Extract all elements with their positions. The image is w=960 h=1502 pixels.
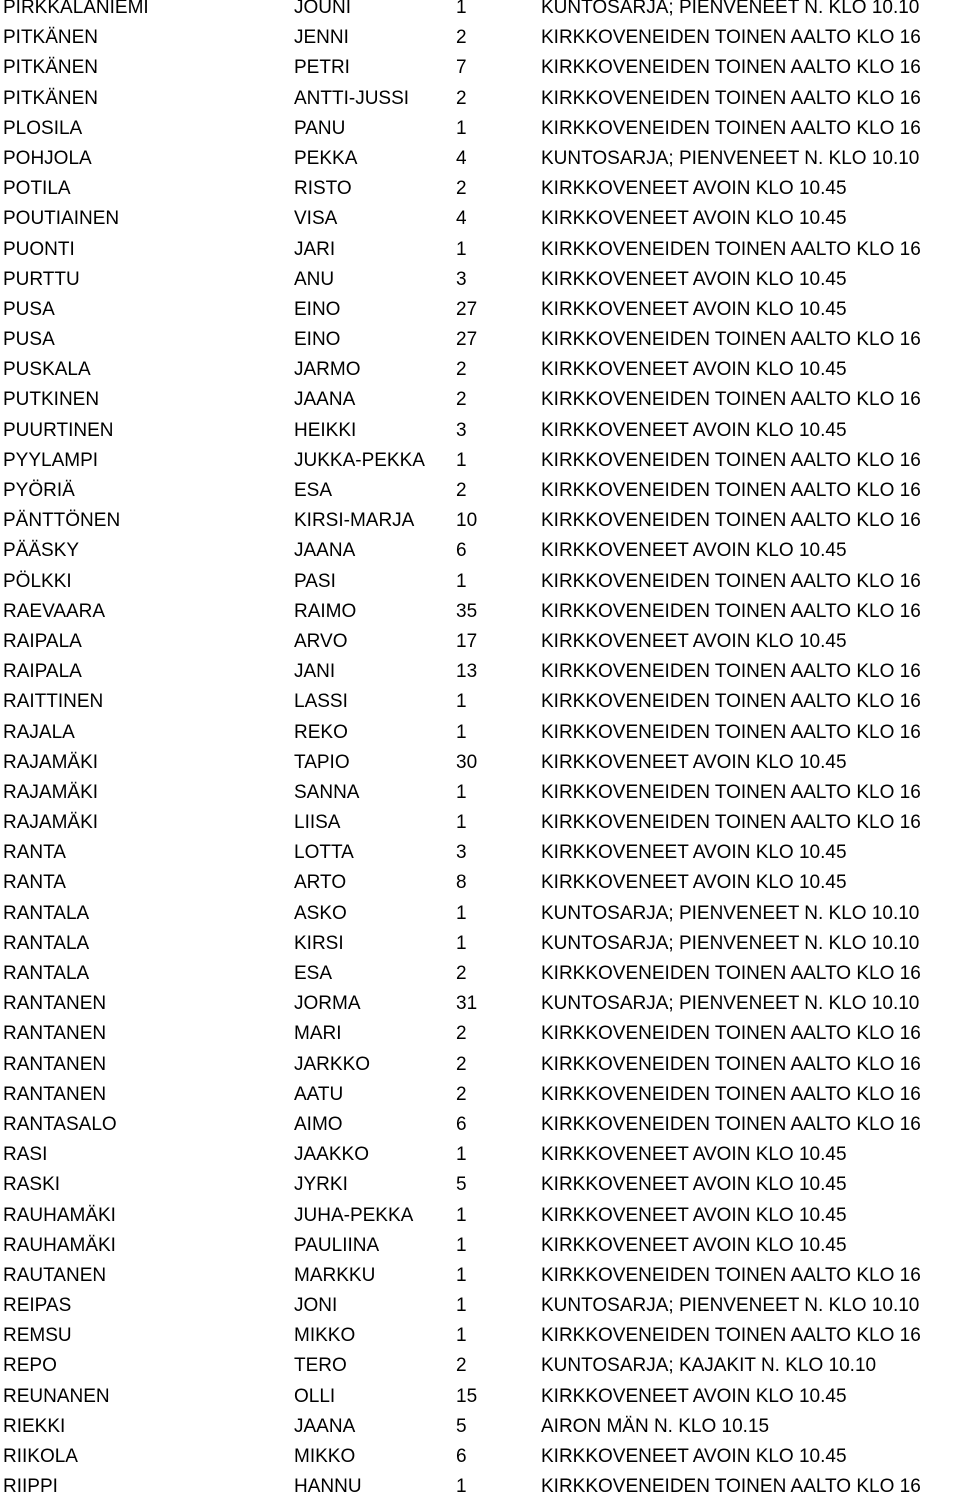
count-cell: 2 [456,480,467,501]
event-cell: KIRKKOVENEET AVOIN KLO 10.45 [541,1446,847,1467]
event-cell: KIRKKOVENEET AVOIN KLO 10.45 [541,208,847,230]
last-name-cell: PITKÄNEN [3,27,99,49]
event-cell: KIRKKOVENEET AVOIN KLO 10.45 [541,1144,847,1166]
table-row [0,989,960,1019]
count-cell: 6 [456,1446,467,1467]
first-name-cell: JAANA [294,540,356,562]
first-name-cell: JAANA [294,389,356,411]
event-cell: KUNTOSARJA; PIENVENEET N. KLO 10.10 [541,0,920,18]
count-cell: 1 [456,1476,467,1498]
table-row [0,1412,960,1442]
count-cell: 2 [456,27,467,49]
table-row [0,1080,960,1110]
table-row [0,325,960,355]
count-cell: 3 [456,268,467,290]
event-cell: KIRKKOVENEIDEN TOINEN AALTO KLO 16 [541,1083,921,1105]
table-row [0,1201,960,1231]
table-row [0,114,960,144]
last-name-cell: RAJAMÄKI [3,781,99,803]
last-name-cell: RAJAMÄKI [3,751,99,773]
event-cell: KUNTOSARJA; PIENVENEET N. KLO 10.10 [541,147,920,169]
table-row [0,627,960,657]
table-row [0,23,960,53]
table-row [0,416,960,446]
last-name-cell: RAIPALA [3,661,82,683]
last-name-cell: RAJAMÄKI [3,812,99,834]
last-name-cell: REMSU [3,1325,72,1347]
event-cell: KIRKKOVENEIDEN TOINEN AALTO KLO 16 [541,510,921,532]
first-name-cell: JANI [294,661,336,683]
first-name-cell: JAAKKO [294,1144,369,1166]
table-row [0,718,960,748]
event-cell: KIRKKOVENEIDEN TOINEN AALTO KLO 16 [541,57,921,79]
count-cell: 1 [456,1264,467,1286]
first-name-cell: PASI [294,570,336,592]
event-cell: KIRKKOVENEET AVOIN KLO 10.45 [541,1234,847,1256]
event-cell: AIRON MÄN N. KLO 10.15 [541,1415,770,1437]
event-cell: KIRKKOVENEIDEN TOINEN AALTO KLO 16 [541,1264,921,1286]
last-name-cell: PUSKALA [3,359,91,381]
count-cell: 31 [456,993,478,1015]
event-cell: KIRKKOVENEIDEN TOINEN AALTO KLO 16 [541,600,921,622]
count-cell: 1 [456,721,467,743]
last-name-cell: RASI [3,1144,48,1166]
table-row [0,1110,960,1140]
first-name-cell: EINO [294,329,341,351]
table-row [0,1140,960,1170]
count-cell: 15 [456,1385,478,1407]
count-cell: 2 [456,963,467,984]
count-cell: 5 [456,1415,467,1437]
first-name-cell: JARMO [294,359,361,381]
first-name-cell: HANNU [294,1476,362,1498]
last-name-cell: PITKÄNEN [3,57,99,79]
count-cell: 2 [456,1023,467,1045]
first-name-cell: ARTO [294,872,347,894]
last-name-cell: RAUHAMÄKI [3,1204,116,1226]
event-cell: KIRKKOVENEET AVOIN KLO 10.45 [541,842,847,864]
first-name-cell: JARI [294,238,336,260]
last-name-cell: PYYLAMPI [3,449,99,471]
count-cell: 1 [456,1144,467,1166]
table-row [0,868,960,898]
event-cell: KIRKKOVENEET AVOIN KLO 10.45 [541,419,847,441]
event-cell: KIRKKOVENEIDEN TOINEN AALTO KLO 16 [541,661,921,683]
event-cell: KIRKKOVENEIDEN TOINEN AALTO KLO 16 [541,117,921,139]
last-name-cell: REPO [3,1355,57,1377]
event-cell: KIRKKOVENEIDEN TOINEN AALTO KLO 16 [541,691,921,713]
event-cell: KIRKKOVENEIDEN TOINEN AALTO KLO 16 [541,329,921,351]
count-cell: 8 [456,872,467,894]
table-row [0,53,960,83]
table-row [0,899,960,929]
first-name-cell: AIMO [294,1113,343,1135]
last-name-cell: PYÖRIÄ [3,480,75,501]
count-cell: 2 [456,87,467,109]
first-name-cell: ANU [294,268,335,290]
first-name-cell: LOTTA [294,842,354,864]
first-name-cell: JUHA-PEKKA [294,1204,414,1226]
count-cell: 1 [456,691,467,713]
first-name-cell: JARKKO [294,1053,371,1075]
event-cell: KUNTOSARJA; PIENVENEET N. KLO 10.10 [541,902,920,924]
last-name-cell: POTILA [3,178,71,200]
last-name-cell: REIPAS [3,1295,72,1317]
last-name-cell: RAITTINEN [3,691,104,713]
last-name-cell: PÄNTTÖNEN [3,510,121,532]
table-row [0,536,960,566]
first-name-cell: TERO [294,1355,347,1377]
table-row [0,295,960,325]
event-cell: KUNTOSARJA; PIENVENEET N. KLO 10.10 [541,993,920,1015]
first-name-cell: JYRKI [294,1174,348,1196]
table-row [0,0,960,23]
table-row [0,687,960,717]
count-cell: 1 [456,781,467,803]
event-cell: KIRKKOVENEIDEN TOINEN AALTO KLO 16 [541,721,921,743]
first-name-cell: RAIMO [294,600,357,622]
event-cell: KIRKKOVENEET AVOIN KLO 10.45 [541,1204,847,1226]
last-name-cell: PUSA [3,298,55,320]
event-cell: KIRKKOVENEET AVOIN KLO 10.45 [541,630,847,652]
last-name-cell: RAUTANEN [3,1264,107,1286]
last-name-cell: PUTKINEN [3,389,100,411]
first-name-cell: SANNA [294,781,360,803]
first-name-cell: JORMA [294,993,361,1015]
event-cell: KIRKKOVENEIDEN TOINEN AALTO KLO 16 [541,1023,921,1045]
last-name-cell: RIIPPI [3,1476,58,1498]
table-row [0,959,960,989]
last-name-cell: RIIKOLA [3,1446,78,1467]
table-row [0,657,960,687]
last-name-cell: RANTALA [3,963,90,984]
table-row [0,355,960,385]
table-row [0,1291,960,1321]
event-cell: KIRKKOVENEIDEN TOINEN AALTO KLO 16 [541,963,921,984]
first-name-cell: LASSI [294,691,348,713]
count-cell: 1 [456,1325,467,1347]
first-name-cell: KIRSI [294,932,344,954]
count-cell: 3 [456,842,467,864]
first-name-cell: REKO [294,721,348,743]
count-cell: 2 [456,389,467,411]
count-cell: 17 [456,630,478,652]
count-cell: 1 [456,1295,467,1317]
event-cell: KIRKKOVENEET AVOIN KLO 10.45 [541,751,847,773]
event-cell: KIRKKOVENEET AVOIN KLO 10.45 [541,1174,847,1196]
last-name-cell: RAJALA [3,721,75,743]
table-row [0,84,960,114]
table-row [0,1472,960,1502]
last-name-cell: RASKI [3,1174,61,1196]
first-name-cell: JENNI [294,27,349,49]
table-row [0,385,960,415]
event-cell: KUNTOSARJA; KAJAKIT N. KLO 10.10 [541,1355,877,1377]
count-cell: 1 [456,932,467,954]
count-cell: 2 [456,1083,467,1105]
count-cell: 4 [456,147,467,169]
first-name-cell: TAPIO [294,751,350,773]
count-cell: 2 [456,178,467,200]
table-row [0,1231,960,1261]
table-row [0,1351,960,1381]
last-name-cell: RANTALA [3,902,90,924]
first-name-cell: ESA [294,480,333,501]
first-name-cell: ESA [294,963,333,984]
last-name-cell: RANTA [3,872,66,894]
first-name-cell: PEKKA [294,147,358,169]
first-name-cell: VISA [294,208,338,230]
count-cell: 2 [456,1053,467,1075]
event-cell: KIRKKOVENEIDEN TOINEN AALTO KLO 16 [541,1113,921,1135]
count-cell: 27 [456,329,478,351]
first-name-cell: ANTTI-JUSSI [294,87,410,109]
table-row [0,446,960,476]
event-cell: KIRKKOVENEET AVOIN KLO 10.45 [541,872,847,894]
table-row [0,1019,960,1049]
count-cell: 1 [456,238,467,260]
count-cell: 6 [456,540,467,562]
first-name-cell: EINO [294,298,341,320]
last-name-cell: PURTTU [3,268,80,290]
count-cell: 30 [456,751,478,773]
event-cell: KIRKKOVENEIDEN TOINEN AALTO KLO 16 [541,480,921,501]
count-cell: 35 [456,600,478,622]
count-cell: 1 [456,812,467,834]
count-cell: 1 [456,0,467,18]
event-cell: KUNTOSARJA; PIENVENEET N. KLO 10.10 [541,932,920,954]
last-name-cell: PÄÄSKY [3,540,80,562]
last-name-cell: PUONTI [3,238,75,260]
event-cell: KIRKKOVENEET AVOIN KLO 10.45 [541,1385,847,1407]
event-cell: KIRKKOVENEIDEN TOINEN AALTO KLO 16 [541,781,921,803]
last-name-cell: PUURTINEN [3,419,114,441]
first-name-cell: PAULIINA [294,1234,380,1256]
event-cell: KIRKKOVENEET AVOIN KLO 10.45 [541,178,847,200]
table-row [0,778,960,808]
table-row [0,174,960,204]
first-name-cell: ASKO [294,902,347,924]
first-name-cell: MIKKO [294,1325,356,1347]
count-cell: 1 [456,1204,467,1226]
count-cell: 4 [456,208,467,230]
table-row [0,1321,960,1351]
last-name-cell: RANTA [3,842,66,864]
last-name-cell: RANTANEN [3,993,107,1015]
event-cell: KIRKKOVENEET AVOIN KLO 10.45 [541,540,847,562]
last-name-cell: PIRKKALANIEMI [3,0,149,18]
last-name-cell: RANTANEN [3,1083,107,1105]
table-row [0,597,960,627]
count-cell: 6 [456,1113,467,1135]
event-cell: KIRKKOVENEIDEN TOINEN AALTO KLO 16 [541,570,921,592]
first-name-cell: RISTO [294,178,352,200]
count-cell: 1 [456,570,467,592]
last-name-cell: PÖLKKI [3,570,72,592]
first-name-cell: MARKKU [294,1264,376,1286]
event-cell: KIRKKOVENEET AVOIN KLO 10.45 [541,359,847,381]
last-name-cell: RANTASALO [3,1113,117,1135]
count-cell: 7 [456,57,467,79]
count-cell: 5 [456,1174,467,1196]
count-cell: 10 [456,510,478,532]
first-name-cell: JUKKA-PEKKA [294,449,425,471]
last-name-cell: PITKÄNEN [3,87,99,109]
first-name-cell: AATU [294,1083,344,1105]
event-cell: KIRKKOVENEET AVOIN KLO 10.45 [541,298,847,320]
first-name-cell: JAANA [294,1415,356,1437]
event-cell: KIRKKOVENEIDEN TOINEN AALTO KLO 16 [541,389,921,411]
table-row [0,1170,960,1200]
first-name-cell: JONI [294,1295,338,1317]
count-cell: 27 [456,298,478,320]
event-cell: KIRKKOVENEIDEN TOINEN AALTO KLO 16 [541,1325,921,1347]
last-name-cell: RANTANEN [3,1023,107,1045]
event-cell: KIRKKOVENEIDEN TOINEN AALTO KLO 16 [541,87,921,109]
table-row [0,1382,960,1412]
last-name-cell: PLOSILA [3,117,83,139]
last-name-cell: POUTIAINEN [3,208,120,230]
last-name-cell: RAIPALA [3,630,82,652]
last-name-cell: RANTANEN [3,1053,107,1075]
last-name-cell: REUNANEN [3,1385,110,1407]
table-row [0,1261,960,1291]
table-row [0,506,960,536]
event-cell: KIRKKOVENEIDEN TOINEN AALTO KLO 16 [541,1053,921,1075]
first-name-cell: PETRI [294,57,350,79]
table-row [0,1442,960,1472]
table-row [0,144,960,174]
count-cell: 2 [456,359,467,381]
table-row [0,265,960,295]
count-cell: 1 [456,1234,467,1256]
event-cell: KIRKKOVENEIDEN TOINEN AALTO KLO 16 [541,1476,921,1498]
count-cell: 2 [456,1355,467,1377]
event-cell: KIRKKOVENEIDEN TOINEN AALTO KLO 16 [541,449,921,471]
first-name-cell: LIISA [294,812,341,834]
table-row [0,838,960,868]
last-name-cell: RAUHAMÄKI [3,1234,116,1256]
table-row [0,929,960,959]
first-name-cell: KIRSI-MARJA [294,510,415,532]
event-cell: KIRKKOVENEIDEN TOINEN AALTO KLO 16 [541,238,921,260]
table-row [0,808,960,838]
table-row [0,1050,960,1080]
first-name-cell: PANU [294,117,346,139]
last-name-cell: PUSA [3,329,55,351]
count-cell: 3 [456,419,467,441]
event-cell: KIRKKOVENEET AVOIN KLO 10.45 [541,268,847,290]
table-row [0,567,960,597]
count-cell: 1 [456,449,467,471]
first-name-cell: MARI [294,1023,342,1045]
event-cell: KIRKKOVENEIDEN TOINEN AALTO KLO 16 [541,27,921,49]
event-cell: KIRKKOVENEIDEN TOINEN AALTO KLO 16 [541,812,921,834]
last-name-cell: RANTALA [3,932,90,954]
count-cell: 1 [456,902,467,924]
count-cell: 1 [456,117,467,139]
first-name-cell: JOUNI [294,0,351,18]
count-cell: 13 [456,661,478,683]
last-name-cell: POHJOLA [3,147,92,169]
first-name-cell: ARVO [294,630,348,652]
table-row [0,476,960,506]
event-cell: KUNTOSARJA; PIENVENEET N. KLO 10.10 [541,1295,920,1317]
last-name-cell: RAEVAARA [3,600,106,622]
table-row [0,748,960,778]
first-name-cell: MIKKO [294,1446,356,1467]
first-name-cell: OLLI [294,1385,336,1407]
first-name-cell: HEIKKI [294,419,357,441]
table-row [0,204,960,234]
table-row [0,235,960,265]
last-name-cell: RIEKKI [3,1415,66,1437]
